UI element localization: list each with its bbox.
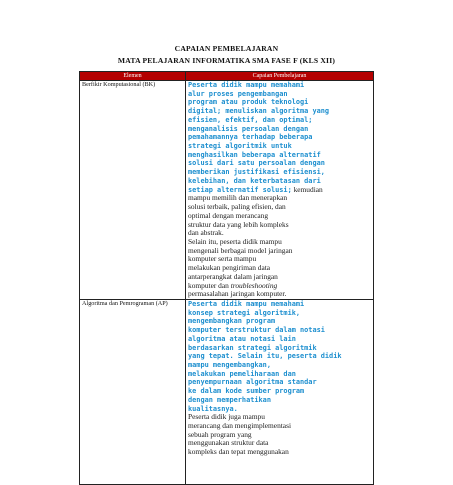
highlight-line: berdasarkan strategi algoritmik bbox=[188, 343, 317, 352]
page-title: CAPAIAN PEMBELAJARAN bbox=[174, 44, 279, 53]
highlight-line: strategi algoritmik untuk bbox=[188, 142, 292, 151]
highlight-line: digital; menuliskan algoritma yang bbox=[188, 107, 330, 116]
plain-line: optimal dengan merancang bbox=[188, 210, 269, 220]
highlight-line: ke dalam kode sumber program bbox=[188, 387, 305, 396]
highlight-line: alur proses pengembangan bbox=[188, 89, 288, 98]
element-cell-ap: Algoritma dan Pemrograman (AP) bbox=[80, 299, 186, 484]
highlight-line: efisien, efektif, dan optimal; bbox=[188, 115, 313, 124]
highlight-line: menghasilkan beberapa alternatif bbox=[188, 150, 321, 159]
outcome-cell-bk bbox=[186, 81, 374, 300]
plain-line: kemudian bbox=[293, 184, 323, 194]
highlight-line: mampu mengembangkan, bbox=[188, 361, 271, 369]
highlight-line: komputer terstruktur dalam notasi bbox=[188, 326, 325, 335]
plain-line-italic: troubleshooting bbox=[230, 280, 278, 290]
highlight-line: Peserta didik mampu memahami bbox=[188, 81, 305, 89]
plain-line: sebuah program yang bbox=[188, 429, 252, 439]
highlight-line: kelebihan, dan keterbatasan dari bbox=[188, 176, 321, 185]
column-header-outcome: Capaian Pembelajaran bbox=[186, 72, 374, 81]
highlight-line: melakukan pemeliharaan dan bbox=[188, 369, 296, 378]
page-subtitle: MATA PELAJARAN INFORMATIKA SMA FASE F (KLS XII) bbox=[117, 56, 336, 65]
plain-line: menggunakan struktur data bbox=[188, 438, 269, 448]
highlight-line: pemahamannya terhadap beberapa bbox=[188, 133, 313, 142]
outcome-cell-ap bbox=[186, 299, 374, 484]
highlight-line: yang tepat. Selain itu, peserta didik bbox=[188, 352, 342, 361]
element-cell-bk: Berfikir Komputasional (BK) bbox=[80, 81, 186, 300]
plain-line: komputer dan bbox=[188, 280, 229, 290]
table-row bbox=[80, 81, 374, 300]
plain-line: merancang dan mengimplementasi bbox=[188, 421, 292, 431]
plain-line: kompleks dan tepat menggunakan bbox=[188, 447, 289, 457]
highlight-line: memberikan justifikasi efisiensi, bbox=[188, 168, 325, 177]
highlight-line: algoritma atau notasi lain bbox=[188, 334, 296, 343]
highlight-line: solusi dari satu persoalan dengan bbox=[188, 159, 325, 168]
plain-line: mampu memilih dan menerapkan bbox=[188, 193, 288, 203]
plain-line: permasalahan jaringan komputer. bbox=[188, 289, 287, 299]
table-header-row bbox=[80, 72, 374, 81]
plain-line: struktur data yang lebih kompleks bbox=[188, 219, 289, 229]
plain-line: dan abstrak. bbox=[188, 228, 224, 238]
highlight-line: konsep strategi algoritmik, bbox=[188, 308, 301, 317]
plain-line: solusi terbaik, paling efisien, dan bbox=[188, 202, 286, 212]
column-header-element: Elemen bbox=[80, 72, 186, 81]
highlight-line: dengan memperhatikan bbox=[188, 395, 271, 404]
highlight-line: program atau produk teknologi bbox=[188, 98, 309, 107]
table-row bbox=[80, 299, 374, 484]
highlight-line: Peserta didik mampu memahami bbox=[188, 299, 305, 308]
plain-line: melakukan pengiriman data bbox=[188, 263, 271, 273]
plain-line: Peserta didik juga mampu bbox=[188, 412, 265, 422]
highlight-line: mengembangkan program bbox=[188, 317, 276, 326]
highlight-line: setiap alternatif solusi; bbox=[188, 185, 292, 194]
highlight-line: penyempurnaan algoritma standar bbox=[188, 378, 317, 387]
highlight-line: menganalisis persoalan dengan bbox=[188, 124, 309, 133]
plain-line: mengenali berbagai model jaringan bbox=[188, 245, 293, 255]
plain-line: Selain itu, peserta didik mampu bbox=[188, 236, 282, 246]
plain-line: antarperangkat dalam jaringan bbox=[188, 271, 278, 281]
highlight-line: kualitasnya. bbox=[188, 404, 238, 413]
learning-outcomes-table bbox=[79, 71, 374, 485]
plain-line: komputer serta mampu bbox=[188, 254, 257, 264]
